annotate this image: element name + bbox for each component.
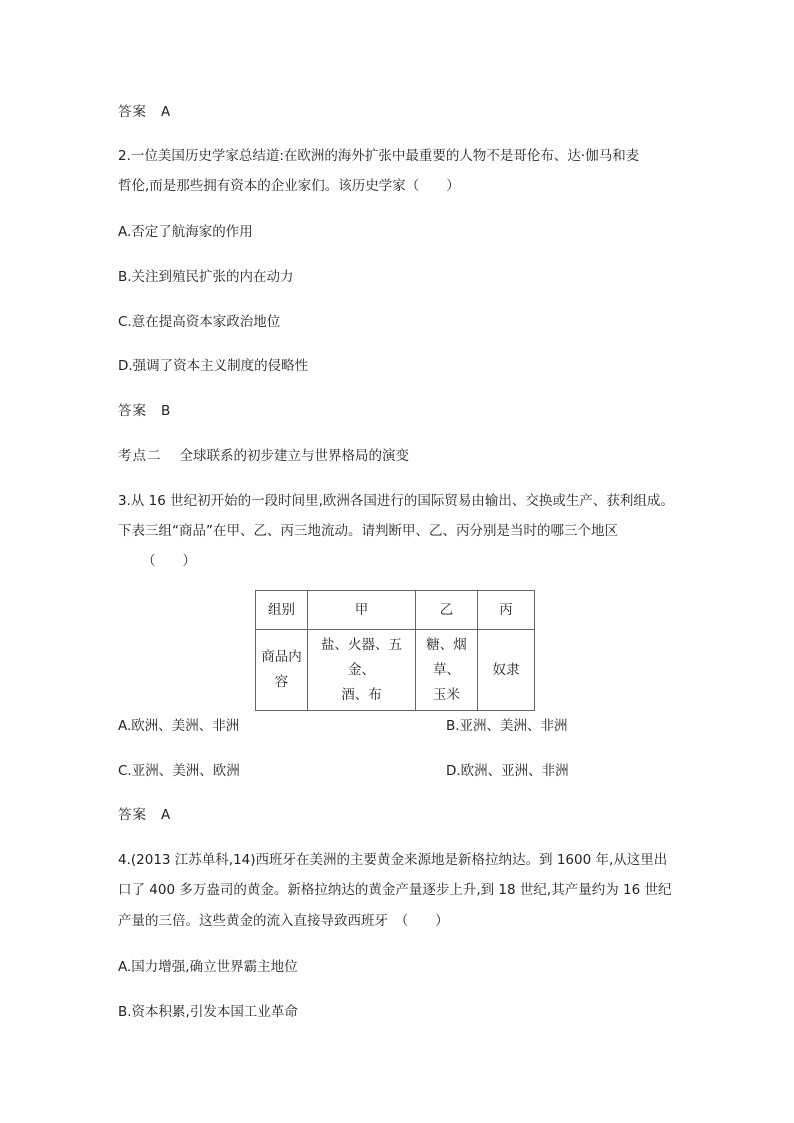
- table-row: [256, 630, 535, 711]
- answer-value: B: [161, 403, 171, 419]
- q3-option-d: D.欧洲、亚洲、非洲: [446, 763, 569, 779]
- section-title: 全球联系的初步建立与世界格局的演变: [179, 448, 409, 464]
- q3-options-row-2: [118, 762, 569, 780]
- header-jia: 甲: [308, 591, 416, 630]
- q3-stem-line-2: 下表三组“商品”在甲、乙、丙三地流动。请判断甲、乙、丙分别是当时的哪三个地区: [118, 523, 618, 539]
- q3-option-c: C.亚洲、美洲、欧洲: [118, 763, 240, 779]
- q4-stem-line-3: 产量的三倍。这些黄金的流入直接导致西班牙 （ ）: [118, 913, 449, 929]
- q2-stem-line-2: 哲伦,而是那些拥有资本的企业家们。该历史学家（ ）: [118, 178, 460, 194]
- q3-options-row-1: [118, 717, 568, 735]
- q3-stem-line-3: （ ）: [142, 553, 196, 569]
- q2-option-b: B.关注到殖民扩张的内在动力: [118, 269, 294, 285]
- row-yi-line-2: 玉米: [433, 686, 460, 703]
- answer-value: A: [161, 104, 171, 120]
- header-group: 组别: [256, 591, 308, 630]
- answer-q3: [118, 806, 170, 824]
- section-heading: [118, 447, 409, 465]
- row-label-line-1: 商品内: [261, 649, 302, 665]
- row-yi-line-1: 糖、烟草、: [426, 636, 467, 678]
- q4-stem-line-2: 口了 400 多万盎司的黄金。新格拉纳达的黄金产量逐步上升,到 18 世纪,其产量约为 16 世纪: [118, 882, 672, 898]
- row-jia-line-2: 酒、布: [341, 686, 382, 703]
- row-jia-line-1: 盐、火器、五金、: [321, 636, 402, 678]
- row-yi-cell: [416, 630, 478, 711]
- answer-label: 答案: [118, 403, 147, 419]
- row-label-cell: [256, 630, 308, 711]
- answer-q1: [118, 103, 170, 121]
- row-jia-cell: [308, 630, 416, 711]
- q3-option-b: B.亚洲、美洲、非洲: [446, 718, 568, 734]
- goods-table: [255, 590, 535, 711]
- row-label-line-2: 容: [274, 674, 289, 690]
- q3-stem-line-1: 3.从 16 世纪初开始的一段时间里,欧洲各国进行的国际贸易由输出、交换或生产、获利组成。: [118, 493, 674, 509]
- q4-option-b: B.资本积累,引发本国工业革命: [118, 1004, 298, 1020]
- answer-q2: [118, 402, 170, 420]
- q4-stem-line-1: 4.(2013 江苏单科,14)西班牙在美洲的主要黄金来源地是新格拉纳达。到 1600 年,从这里出: [118, 852, 668, 868]
- q2-stem-line-1: 2.一位美国历史学家总结道:在欧洲的海外扩张中最重要的人物不是哥伦布、达·伽马和麦: [118, 148, 640, 164]
- answer-label: 答案: [118, 807, 147, 823]
- table-header-row: [256, 591, 535, 630]
- header-yi: 乙: [416, 591, 478, 630]
- q2-option-a: A.否定了航海家的作用: [118, 224, 253, 240]
- section-label: 考点二: [118, 448, 162, 464]
- row-bing-cell: 奴隶: [478, 630, 535, 711]
- q3-option-a: A.欧洲、美洲、非洲: [118, 718, 240, 734]
- answer-label: 答案: [118, 104, 147, 120]
- answer-value: A: [161, 807, 171, 823]
- q2-option-c: C.意在提高资本家政治地位: [118, 314, 281, 330]
- q4-option-a: A.国力增强,确立世界霸主地位: [118, 959, 298, 975]
- q2-option-d: D.强调了资本主义制度的侵略性: [118, 358, 309, 374]
- header-bing: 丙: [478, 591, 535, 630]
